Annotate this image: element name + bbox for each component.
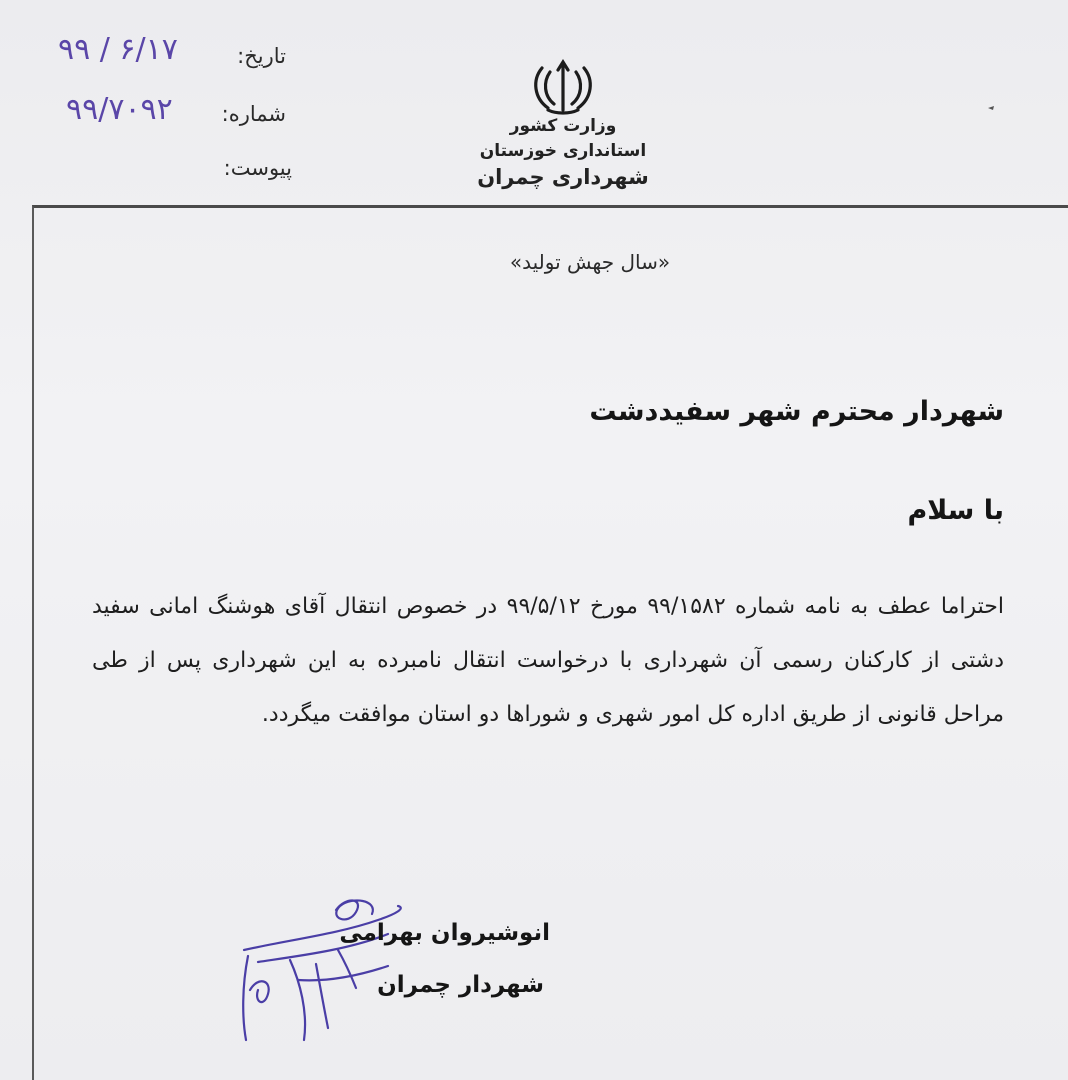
signatory-title: شهردار چمران	[377, 972, 544, 998]
signatory-name: انوشیروان بهرامی	[339, 920, 550, 946]
greeting-line: با سلام	[907, 495, 1004, 526]
paper-mark	[988, 96, 996, 102]
governorate-line: استانداری خوزستان	[479, 141, 647, 161]
date-handwritten: ۹۹ / ۶/۱۷	[58, 32, 178, 67]
attachment-label: پیوست:	[223, 156, 292, 180]
ministry-line: وزارت کشور	[509, 116, 617, 136]
municipality-line: شهرداری چمران	[477, 165, 649, 189]
year-slogan: «سال جهش تولید»	[509, 250, 671, 274]
letter-body: احتراما عطف به نامه شماره ۹۹/۱۵۸۲ مورخ ۹۹/۵/۱۲ در خصوص انتقال آقای هوشنگ امانی سفید دشتی از کارکنان رسمی آن شهرداری با درخواست انتقال نامبرده به این شهرداری پس از طی مراحل قانونی از طریق اداره کل امور شهری و شوراها دو استان موافقت میگردد.	[92, 594, 1004, 727]
number-handwritten: ۹۹/۷۰۹۲	[66, 92, 173, 127]
iran-emblem-icon	[530, 58, 596, 116]
date-label: تاریخ:	[237, 44, 286, 68]
number-label: شماره:	[221, 102, 286, 126]
recipient-line: شهردار محترم شهر سفیددشت	[589, 396, 1004, 427]
handwritten-signature	[228, 890, 428, 1050]
